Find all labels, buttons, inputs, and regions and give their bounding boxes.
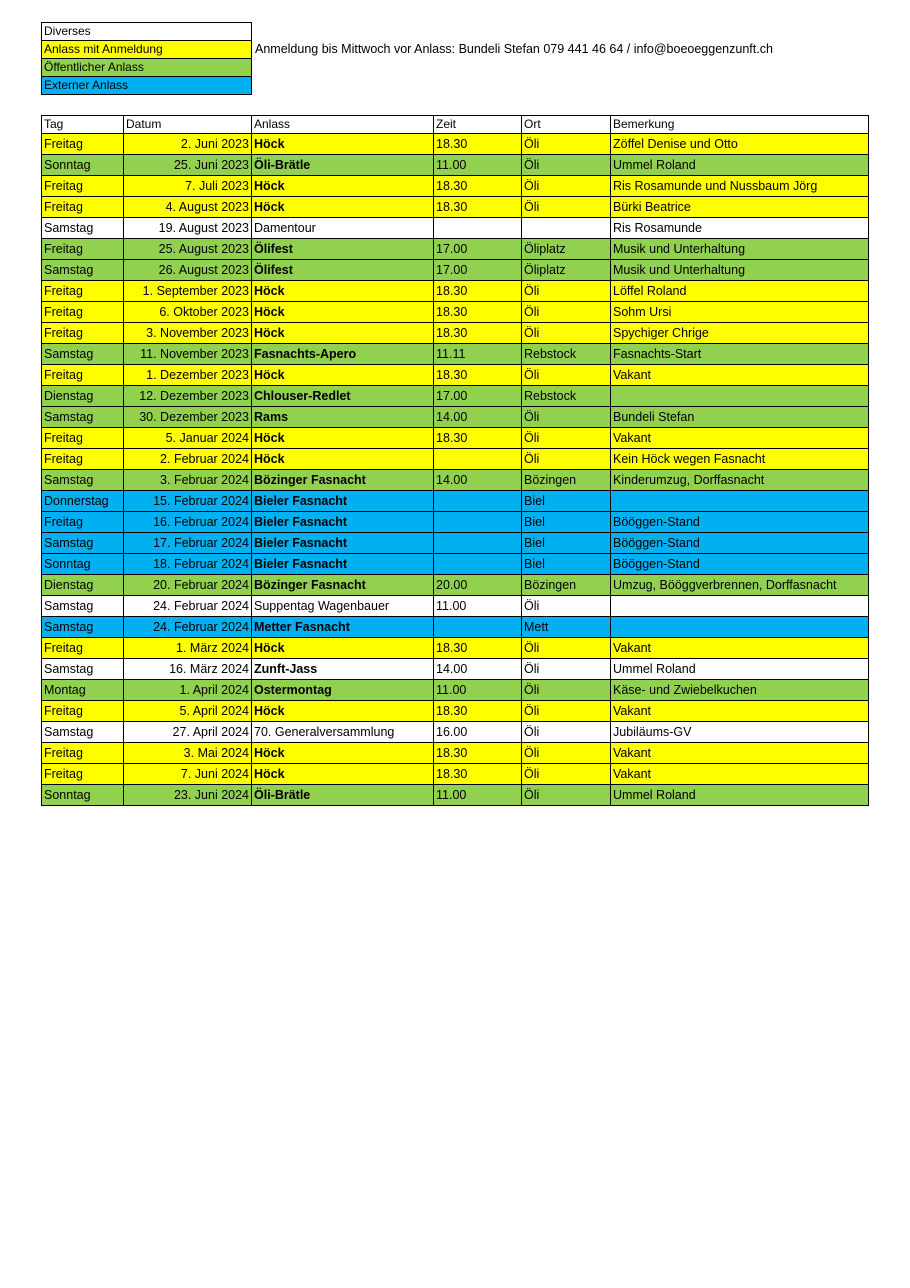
cell-datum: 1. April 2024 [124, 680, 252, 701]
cell-zeit: 18.30 [434, 365, 522, 386]
cell-anlass: 70. Generalversammlung [252, 722, 434, 743]
cell-datum: 20. Februar 2024 [124, 575, 252, 596]
cell-tag: Freitag [42, 701, 124, 722]
cell-bemerkung: Bööggen-Stand [611, 512, 869, 533]
table-row [42, 134, 869, 155]
cell-anlass: Höck [252, 323, 434, 344]
cell-bemerkung: Vakant [611, 365, 869, 386]
cell-tag: Dienstag [42, 575, 124, 596]
cell-ort: Öli [522, 764, 611, 785]
cell-zeit: 18.30 [434, 197, 522, 218]
cell-datum: 3. Februar 2024 [124, 470, 252, 491]
cell-datum: 27. April 2024 [124, 722, 252, 743]
legend-label: Öffentlicher Anlass [42, 59, 252, 77]
cell-bemerkung: Vakant [611, 638, 869, 659]
cell-datum: 12. Dezember 2023 [124, 386, 252, 407]
cell-tag: Samstag [42, 470, 124, 491]
cell-tag: Samstag [42, 617, 124, 638]
cell-datum: 23. Juni 2024 [124, 785, 252, 806]
cell-datum: 5. April 2024 [124, 701, 252, 722]
color-legend [41, 22, 252, 95]
table-row [42, 323, 869, 344]
table-header-row [42, 116, 869, 134]
cell-datum: 1. September 2023 [124, 281, 252, 302]
cell-bemerkung: Fasnachts-Start [611, 344, 869, 365]
cell-tag: Freitag [42, 743, 124, 764]
cell-zeit: 18.30 [434, 701, 522, 722]
table-row [42, 701, 869, 722]
table-row [42, 680, 869, 701]
cell-tag: Samstag [42, 722, 124, 743]
cell-anlass: Höck [252, 428, 434, 449]
cell-tag: Freitag [42, 428, 124, 449]
cell-zeit: 14.00 [434, 407, 522, 428]
cell-bemerkung: Bundeli Stefan [611, 407, 869, 428]
table-row [42, 470, 869, 491]
cell-bemerkung: Bürki Beatrice [611, 197, 869, 218]
cell-zeit: 17.00 [434, 260, 522, 281]
cell-zeit: 18.30 [434, 743, 522, 764]
cell-bemerkung [611, 596, 869, 617]
cell-zeit [434, 512, 522, 533]
table-row [42, 764, 869, 785]
table-row [42, 155, 869, 176]
cell-zeit: 18.30 [434, 176, 522, 197]
header-tag: Tag [42, 116, 124, 134]
cell-tag: Freitag [42, 764, 124, 785]
table-row [42, 281, 869, 302]
cell-zeit: 11.11 [434, 344, 522, 365]
cell-anlass: Ostermontag [252, 680, 434, 701]
cell-bemerkung: Zöffel Denise und Otto [611, 134, 869, 155]
cell-tag: Donnerstag [42, 491, 124, 512]
cell-zeit: 17.00 [434, 239, 522, 260]
cell-anlass: Chlouser-Redlet [252, 386, 434, 407]
table-row [42, 638, 869, 659]
registration-note: Anmeldung bis Mittwoch vor Anlass: Bundeli Stefan 079 441 46 64 / info@boeoeggenzunft.ch [255, 42, 773, 56]
cell-zeit: 20.00 [434, 575, 522, 596]
table-row [42, 449, 869, 470]
cell-ort: Öliplatz [522, 239, 611, 260]
table-row [42, 302, 869, 323]
cell-zeit: 11.00 [434, 680, 522, 701]
cell-tag: Freitag [42, 176, 124, 197]
table-row [42, 239, 869, 260]
cell-ort: Öli [522, 701, 611, 722]
cell-bemerkung: Ris Rosamunde und Nussbaum Jörg [611, 176, 869, 197]
cell-ort: Biel [522, 491, 611, 512]
cell-zeit: 18.30 [434, 302, 522, 323]
cell-bemerkung: Ummel Roland [611, 659, 869, 680]
cell-zeit: 17.00 [434, 386, 522, 407]
cell-datum: 3. November 2023 [124, 323, 252, 344]
table-row [42, 659, 869, 680]
cell-anlass: Bözinger Fasnacht [252, 575, 434, 596]
cell-anlass: Zunft-Jass [252, 659, 434, 680]
cell-bemerkung: Vakant [611, 428, 869, 449]
cell-ort: Öli [522, 638, 611, 659]
cell-datum: 3. Mai 2024 [124, 743, 252, 764]
cell-zeit: 14.00 [434, 470, 522, 491]
cell-zeit [434, 554, 522, 575]
cell-tag: Montag [42, 680, 124, 701]
cell-bemerkung [611, 386, 869, 407]
cell-anlass: Fasnachts-Apero [252, 344, 434, 365]
cell-datum: 15. Februar 2024 [124, 491, 252, 512]
cell-datum: 30. Dezember 2023 [124, 407, 252, 428]
cell-ort: Öli [522, 722, 611, 743]
cell-datum: 17. Februar 2024 [124, 533, 252, 554]
legend-label: Diverses [42, 23, 252, 41]
cell-zeit: 18.30 [434, 281, 522, 302]
cell-anlass: Bieler Fasnacht [252, 554, 434, 575]
cell-datum: 16. Februar 2024 [124, 512, 252, 533]
cell-bemerkung: Vakant [611, 764, 869, 785]
table-row [42, 785, 869, 806]
table-row [42, 491, 869, 512]
cell-ort: Öli [522, 407, 611, 428]
cell-anlass: Damentour [252, 218, 434, 239]
cell-tag: Freitag [42, 281, 124, 302]
cell-datum: 18. Februar 2024 [124, 554, 252, 575]
cell-zeit: 18.30 [434, 764, 522, 785]
cell-bemerkung: Käse- und Zwiebelkuchen [611, 680, 869, 701]
cell-bemerkung: Musik und Unterhaltung [611, 239, 869, 260]
cell-tag: Samstag [42, 218, 124, 239]
cell-ort: Öli [522, 323, 611, 344]
cell-tag: Sonntag [42, 785, 124, 806]
cell-bemerkung: Vakant [611, 701, 869, 722]
cell-ort [522, 218, 611, 239]
cell-zeit [434, 218, 522, 239]
cell-zeit: 18.30 [434, 134, 522, 155]
cell-ort: Bözingen [522, 575, 611, 596]
cell-anlass: Rams [252, 407, 434, 428]
header-datum: Datum [124, 116, 252, 134]
cell-bemerkung: Vakant [611, 743, 869, 764]
cell-ort: Mett [522, 617, 611, 638]
cell-zeit: 11.00 [434, 155, 522, 176]
cell-zeit: 11.00 [434, 596, 522, 617]
cell-datum: 16. März 2024 [124, 659, 252, 680]
cell-tag: Freitag [42, 638, 124, 659]
table-row [42, 365, 869, 386]
legend-row [42, 59, 252, 77]
cell-ort: Rebstock [522, 344, 611, 365]
cell-zeit [434, 449, 522, 470]
cell-bemerkung: Kein Höck wegen Fasnacht [611, 449, 869, 470]
cell-datum: 24. Februar 2024 [124, 596, 252, 617]
table-row [42, 512, 869, 533]
cell-anlass: Höck [252, 743, 434, 764]
cell-ort: Öli [522, 596, 611, 617]
cell-bemerkung: Umzug, Bööggverbrennen, Dorffasnacht [611, 575, 869, 596]
cell-datum: 4. August 2023 [124, 197, 252, 218]
cell-anlass: Höck [252, 281, 434, 302]
cell-tag: Samstag [42, 260, 124, 281]
cell-tag: Freitag [42, 365, 124, 386]
cell-tag: Freitag [42, 512, 124, 533]
header-ort: Ort [522, 116, 611, 134]
cell-zeit: 11.00 [434, 785, 522, 806]
table-row [42, 722, 869, 743]
cell-datum: 19. August 2023 [124, 218, 252, 239]
table-row [42, 176, 869, 197]
cell-zeit: 18.30 [434, 323, 522, 344]
legend-label: Anlass mit Anmeldung [42, 41, 252, 59]
cell-datum: 7. Juli 2023 [124, 176, 252, 197]
cell-datum: 25. Juni 2023 [124, 155, 252, 176]
cell-ort: Öli [522, 176, 611, 197]
table-row [42, 533, 869, 554]
cell-zeit: 14.00 [434, 659, 522, 680]
cell-ort: Öli [522, 743, 611, 764]
cell-anlass: Höck [252, 197, 434, 218]
cell-bemerkung: Kinderumzug, Dorffasnacht [611, 470, 869, 491]
cell-bemerkung: Ummel Roland [611, 785, 869, 806]
cell-datum: 2. Februar 2024 [124, 449, 252, 470]
cell-tag: Samstag [42, 659, 124, 680]
legend-row [42, 77, 252, 95]
cell-anlass: Metter Fasnacht [252, 617, 434, 638]
table-row [42, 554, 869, 575]
cell-tag: Sonntag [42, 155, 124, 176]
cell-bemerkung: Ummel Roland [611, 155, 869, 176]
cell-zeit [434, 533, 522, 554]
cell-ort: Öliplatz [522, 260, 611, 281]
table-row [42, 617, 869, 638]
cell-bemerkung: Löffel Roland [611, 281, 869, 302]
cell-datum: 2. Juni 2023 [124, 134, 252, 155]
cell-anlass: Ölifest [252, 260, 434, 281]
cell-bemerkung: Spychiger Chrige [611, 323, 869, 344]
cell-zeit: 18.30 [434, 428, 522, 449]
cell-anlass: Öli-Brätle [252, 785, 434, 806]
cell-anlass: Höck [252, 134, 434, 155]
cell-datum: 7. Juni 2024 [124, 764, 252, 785]
cell-datum: 25. August 2023 [124, 239, 252, 260]
cell-datum: 11. November 2023 [124, 344, 252, 365]
cell-ort: Öli [522, 155, 611, 176]
table-row [42, 197, 869, 218]
cell-bemerkung: Sohm Ursi [611, 302, 869, 323]
cell-ort: Öli [522, 302, 611, 323]
table-row [42, 743, 869, 764]
cell-ort: Biel [522, 554, 611, 575]
cell-bemerkung: Bööggen-Stand [611, 554, 869, 575]
cell-anlass: Höck [252, 638, 434, 659]
cell-anlass: Bözinger Fasnacht [252, 470, 434, 491]
cell-ort: Öli [522, 680, 611, 701]
cell-anlass: Höck [252, 701, 434, 722]
cell-bemerkung [611, 491, 869, 512]
cell-anlass: Bieler Fasnacht [252, 512, 434, 533]
cell-tag: Freitag [42, 239, 124, 260]
table-row [42, 386, 869, 407]
cell-tag: Dienstag [42, 386, 124, 407]
table-row [42, 596, 869, 617]
cell-ort: Öli [522, 281, 611, 302]
cell-tag: Samstag [42, 407, 124, 428]
cell-anlass: Bieler Fasnacht [252, 491, 434, 512]
cell-ort: Bözingen [522, 470, 611, 491]
header-bemerkung: Bemerkung [611, 116, 869, 134]
cell-anlass: Höck [252, 764, 434, 785]
event-schedule-table [41, 115, 869, 806]
cell-tag: Samstag [42, 596, 124, 617]
cell-ort: Öli [522, 659, 611, 680]
cell-datum: 1. Dezember 2023 [124, 365, 252, 386]
cell-tag: Freitag [42, 197, 124, 218]
legend-row [42, 41, 252, 59]
legend-label: Externer Anlass [42, 77, 252, 95]
cell-ort: Öli [522, 449, 611, 470]
cell-zeit: 18.30 [434, 638, 522, 659]
table-row [42, 575, 869, 596]
cell-datum: 6. Oktober 2023 [124, 302, 252, 323]
cell-anlass: Höck [252, 302, 434, 323]
table-row [42, 218, 869, 239]
cell-ort: Öli [522, 365, 611, 386]
header-zeit: Zeit [434, 116, 522, 134]
cell-ort: Öli [522, 428, 611, 449]
cell-tag: Freitag [42, 323, 124, 344]
cell-anlass: Höck [252, 365, 434, 386]
cell-anlass: Höck [252, 449, 434, 470]
table-row [42, 344, 869, 365]
cell-anlass: Ölifest [252, 239, 434, 260]
cell-datum: 1. März 2024 [124, 638, 252, 659]
cell-tag: Freitag [42, 134, 124, 155]
cell-ort: Öli [522, 197, 611, 218]
cell-zeit [434, 617, 522, 638]
cell-ort: Biel [522, 533, 611, 554]
cell-ort: Öli [522, 134, 611, 155]
table-row [42, 428, 869, 449]
cell-tag: Freitag [42, 449, 124, 470]
cell-tag: Samstag [42, 344, 124, 365]
cell-anlass: Öli-Brätle [252, 155, 434, 176]
cell-anlass: Bieler Fasnacht [252, 533, 434, 554]
cell-anlass: Höck [252, 176, 434, 197]
cell-bemerkung: Ris Rosamunde [611, 218, 869, 239]
cell-ort: Rebstock [522, 386, 611, 407]
cell-tag: Freitag [42, 302, 124, 323]
cell-bemerkung: Musik und Unterhaltung [611, 260, 869, 281]
header-anlass: Anlass [252, 116, 434, 134]
cell-bemerkung [611, 617, 869, 638]
cell-datum: 5. Januar 2024 [124, 428, 252, 449]
cell-ort: Öli [522, 785, 611, 806]
cell-tag: Samstag [42, 533, 124, 554]
cell-zeit [434, 491, 522, 512]
cell-datum: 24. Februar 2024 [124, 617, 252, 638]
table-row [42, 407, 869, 428]
cell-ort: Biel [522, 512, 611, 533]
cell-zeit: 16.00 [434, 722, 522, 743]
cell-bemerkung: Jubiläums-GV [611, 722, 869, 743]
cell-bemerkung: Bööggen-Stand [611, 533, 869, 554]
cell-anlass: Suppentag Wagenbauer [252, 596, 434, 617]
cell-datum: 26. August 2023 [124, 260, 252, 281]
legend-row [42, 23, 252, 41]
table-row [42, 260, 869, 281]
cell-tag: Sonntag [42, 554, 124, 575]
